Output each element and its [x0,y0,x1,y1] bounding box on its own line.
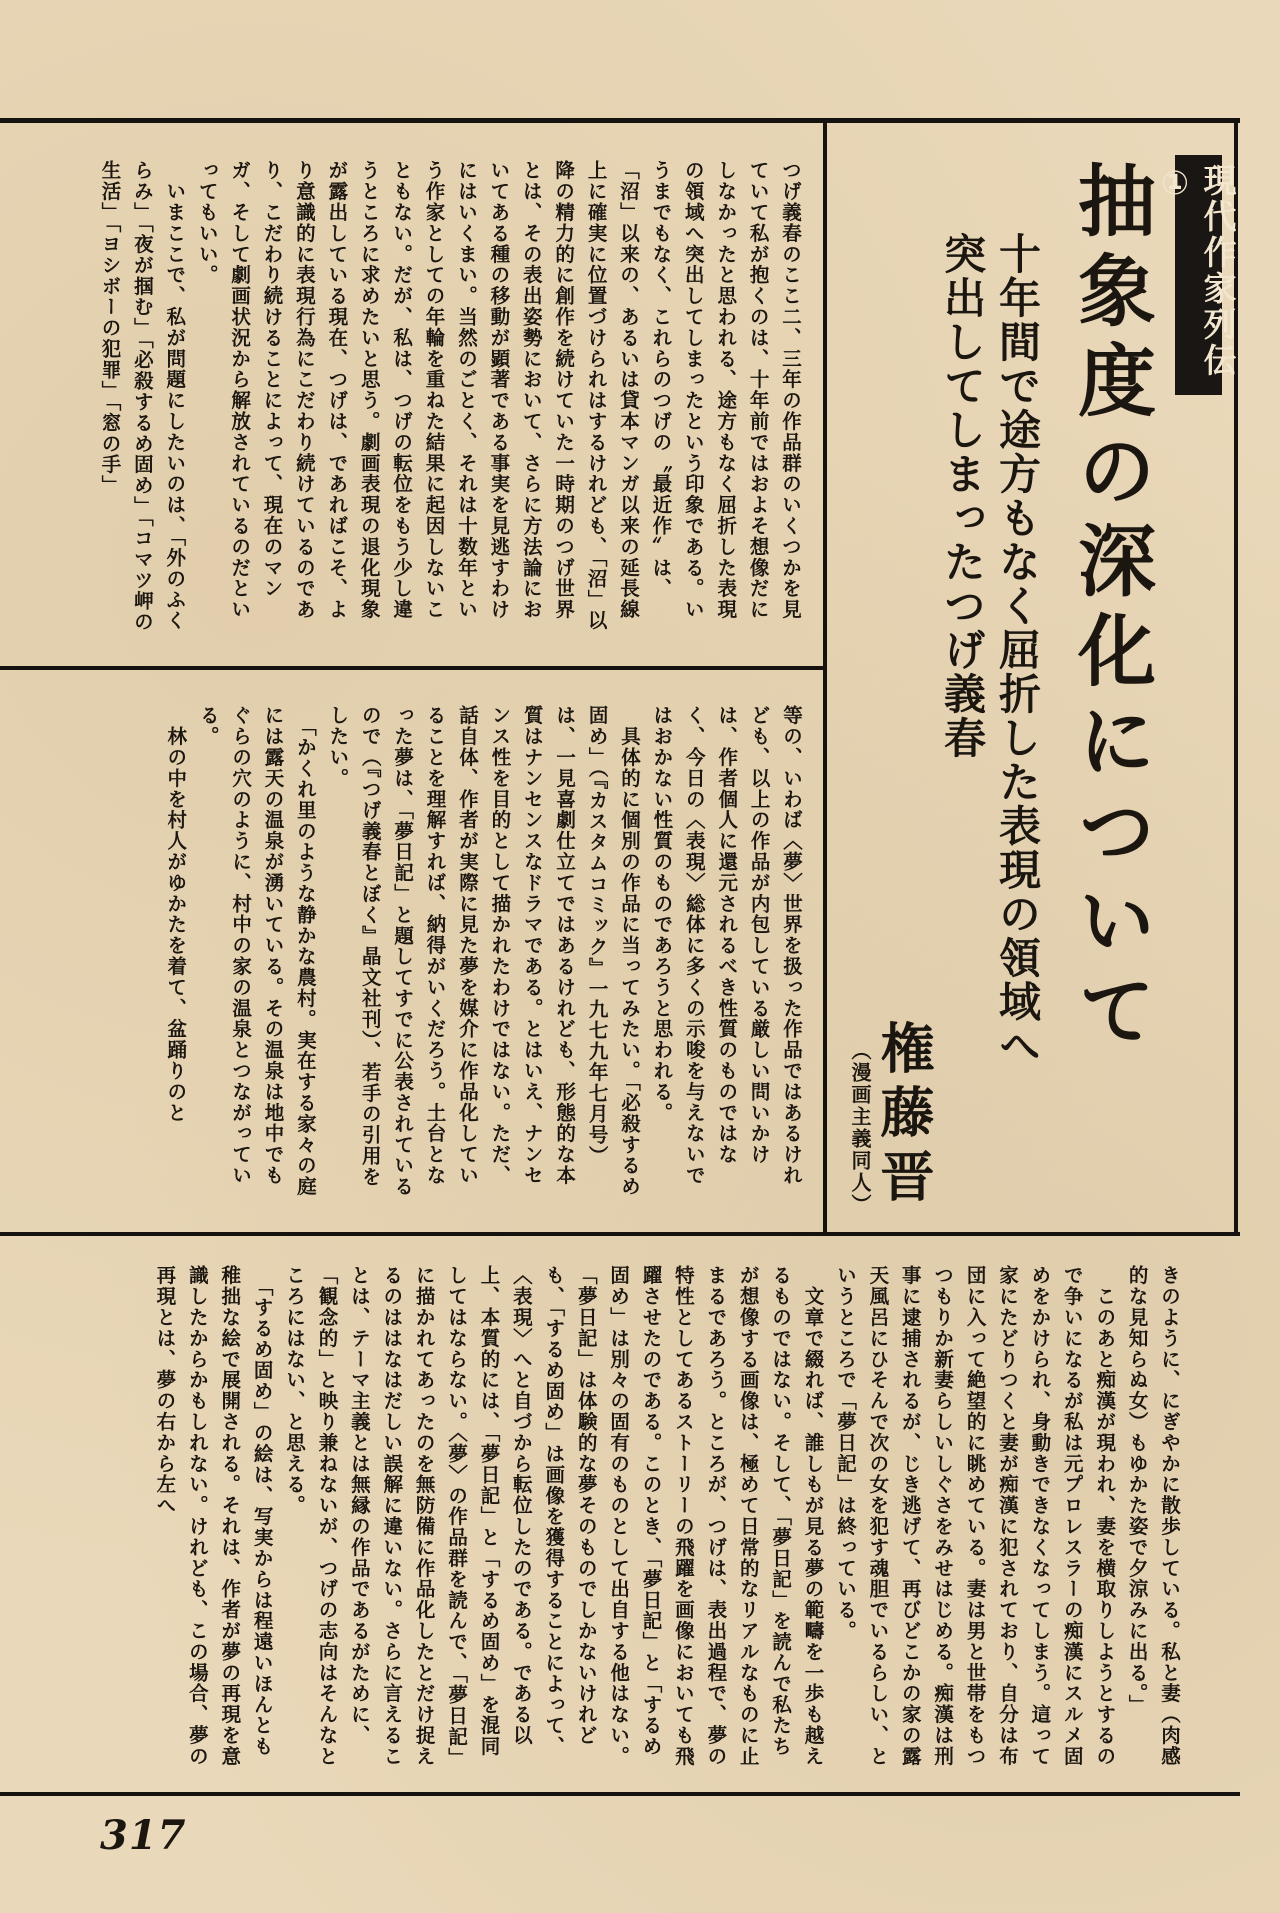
series-label: 現代作家列伝① [1175,155,1222,395]
body-column-block-top: つげ義春のここ二、三年の作品群のいくつかを見ていて私が抱くのは、十年前ではおよそ想像だにしなかったと思われる、途方もなく屈折した表現の領域へ突出してしまったという印象である。いうまでもなく、これらのつげの〝最近作〟は、「沼」以来の、あるいは貸本マンガ以来の延長線上に確実に位置づけられはするけれども、「沼」以降の精力的に創作を続けていた一時期のつげ世界とは、その表出姿勢において、さらに方法論においてある種の移動が顕著である事実を見逃すわけにはいくまい。当然のごとく、それは十数年という作家としての年輪を重ねた結果に起因しないこともない。だが、私は、つげの転位をもう少し違うところに求めたいと思う。劇画表現の退化現象が露出している現在、つげは、であればこそ、より意識的に表現行為にこだわり続けているのであり、こだわり続けることによって、現在のマンガ、そして劇画状況から解放されているのだといってもいい。 いまここで、私が問題にしたいのは、「外のふくらみ」「夜が掴む」「必殺するめ固め」「コマツ岬の生活」「ヨシボーの犯罪」「窓の手」 [98,160,802,633]
author-name: 権藤晋 [872,1020,935,1212]
subtitle-line-1: 十年間で途方もなく屈折した表現の領域へ [993,232,1042,1068]
rule-under-title [0,1232,1240,1236]
body-column-block-bottom: きのように、にぎやかに散歩している。私と妻（肉感的な見知らぬ女）もゆかた姿で夕涼みに出る。」 このあと痴漢が現われ、妻を横取りしようとするので争いになるが私は元プロレスラーの痴漢にスルメ固めをかけられ、身動きできなくなってしまう。這って家にたどりつくと妻が痴漢に犯されており、自分は布団に入って絶望的に眺めている。妻は男と世帯をもつつもりか新妻らしいしぐさをみせはじめる。痴漢は刑事に逮捕されるが、じき逃げて、再びどこかの家の露天風呂にひそんで次の女を犯す魂胆でいるらしい、というところで「夢日記」は終っている。 文章で綴れば、誰しもが見る夢の範疇を一歩も越えるものではない。そして、「夢日記」を読んで私たちが想像する画像は、極めて日常的なリアルなものに止まるであろう。ところが、つげは、表出過程で、夢の特性としてあるストーリーの飛躍を画像においても飛躍させたのである。このとき、「夢日記」と「するめ固め」は別々の固有のものとして出自する他はない。「夢日記」は体験的な夢そのものでしかないけれども、「するめ固め」は画像を獲得することによって、〈表現〉へと自づから転位したのである。である以上、本質的には、「夢日記」と「するめ固め」を混同してはならない。〈夢〉の作品群を読んで、「夢日記」に描かれてあったのを無防備に作品化したとだけ捉えるのははなはだしい誤解に違いない。さらに言えることは、テーマ主義とは無縁の作品であるがために、「観念的」と映り兼ねないが、つげの志向はそんなところにはない、と思える。 「するめ固め」の絵は、写実からは程遠いほんとも稚拙な絵で展開される。それは、作者が夢の再現を意識したからかもしれない。けれども、この場合、夢の再現とは、夢の右から左へ [153,1265,1181,1768]
page-number: 317 [100,1812,187,1859]
rule-mid-left [0,666,825,670]
subtitle-line-2: 突出してしまったつげ義春 [938,232,987,760]
article-title: 抽象度の深化について [1065,160,1156,1060]
title-box-left [823,118,827,1236]
rule-bottom [0,1792,1240,1796]
rule-top [0,118,1240,123]
body-column-block-middle: 等の、いわば〈夢〉世界を扱った作品ではあるけれども、以上の作品が内包している厳しい問いかけは、作者個人に還元されるべき性質のものではなく、今日の〈表現〉総体に多くの示唆を与えないではおかない性質のものであろうと思われる。 具体的に個別の作品に当ってみたい。「必殺するめ固め」（『カスタムコミック』一九七九年七月号）は、一見喜劇仕立てではあるけれども、形態的な本質はナンセンスなドラマである。とはいえ、ナンセンス性を目的として描かれたわけではない。ただ、話自体、作者が実際に見た夢を媒介に作品化していることを理解すれば、納得がいくだろう。土台となった夢は、「夢日記」と題してすでに公表されているので（『つげ義春とぼく』晶文社刊）、若手の引用をしたい。 「かくれ里のような静かな農村。実在する家々の庭には露天の温泉が湧いている。その温泉は地中でもぐらの穴のように、村中の家の温泉とつながっている。 林の中を村人がゆかたを着て、盆踊りのと [164,705,803,1197]
author-affiliation: （漫画主義同人） [848,1040,872,1216]
